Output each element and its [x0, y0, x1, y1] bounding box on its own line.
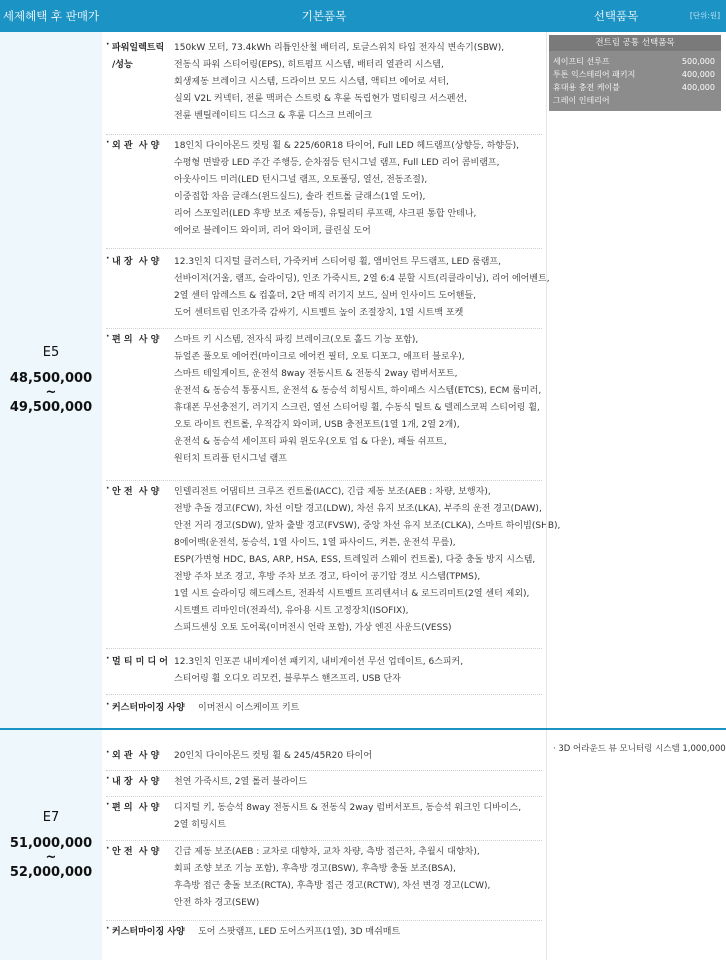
bullet-dot: · [106, 254, 110, 264]
spec-line: 18인치 다이아몬드 컷팅 휠 & 225/60R18 타이어, Full LED 헤드램프(상향등, 하향등), [174, 141, 520, 151]
option-name: 세이프티 선루프 [553, 57, 610, 66]
bullet-dot: · [106, 700, 110, 710]
spec-line: 도어 스팟램프, LED 도어스커프(1열), 3D 매쉬매트 [198, 927, 401, 937]
price-low: 48,500,000 [9, 370, 93, 386]
bullet-dot: · [106, 138, 110, 148]
category-exterior [102, 748, 546, 766]
spec-line: 도어 센터트림 인조가죽 감싸기, 시트벨트 높이 조절장치, 1열 시트백 포켓 [174, 308, 464, 318]
spec-line: 스티어링 휠 오디오 리모컨, 블루투스 핸즈프리, USB 단자 [174, 674, 401, 684]
option-items-e5 [546, 32, 726, 728]
spec-line: 천연 가죽시트, 2열 롤러 블라이드 [174, 777, 308, 787]
divider [106, 920, 542, 921]
bullet-dot: · [106, 924, 110, 934]
bullet-dot: · [106, 40, 110, 50]
bullet-dot: · [106, 774, 110, 784]
basic-items-e5 [102, 32, 561, 728]
divider [106, 770, 542, 771]
category-label: 멀 티 미 디 어 [112, 657, 169, 667]
spec-line: 전방 추돌 경고(FCW), 차선 이탈 경고(LDW), 차선 유지 보조(LKA), 부주의 운전 경고(DAW), [174, 504, 542, 514]
table-header [0, 0, 726, 32]
spec-line: 스피드센싱 오토 도어록(이머전시 언락 포함), 가상 엔진 사운드(VESS) [174, 623, 452, 633]
category-multimedia [102, 654, 546, 690]
category-label: 외 관 사 양 [112, 751, 160, 761]
spec-line: 이머전시 이스케이프 키트 [198, 703, 300, 713]
trim-name: E7 [42, 809, 60, 825]
category-convenience [102, 800, 546, 836]
divider [106, 648, 542, 649]
spec-line: 8에어백(운전석, 동승석, 1열 사이드, 1열 파사이드, 커튼, 운전석 무릎), [174, 538, 456, 548]
header-option-column: 선택품목 [593, 9, 639, 23]
bullet-dot: · [106, 800, 110, 810]
spec-line: 2열 히팅시트 [174, 820, 227, 830]
spec-line: 긴급 제동 보조(AEB : 교차로 대향차, 교차 차량, 측방 접근차, 추월시 대향차), [174, 847, 480, 857]
price-cell-e7 [0, 730, 102, 960]
spec-line: 아웃사이드 미러(LED 턴시그널 램프, 오토폴딩, 열선, 전동조절), [174, 175, 428, 185]
category-label: 커스터마이징 사양 [112, 927, 185, 937]
spec-line: ESP(가변형 HDC, BAS, ARP, HSA, ESS, 트레일러 스웨이 컨트롤), 다중 충돌 방지 시스템, [174, 555, 536, 565]
spec-line: 12.3인치 디지털 클러스터, 가죽커버 스티어링 휠, 앰비언트 무드램프, LED 룸램프, [174, 257, 501, 267]
bullet-dot: · [106, 844, 110, 854]
category-label: 내 장 사 양 [112, 777, 160, 787]
trim-row-e5 [0, 32, 726, 728]
category-label: 외 관 사 양 [112, 141, 160, 151]
price-low: 51,000,000 [9, 835, 93, 851]
option-name: 휴대용 충전 케이블 [553, 83, 620, 92]
spec-line: 스마트 테일게이트, 운전석 8way 전동시트 & 전동식 2way 럼버서포트, [174, 369, 458, 379]
option-item [549, 68, 721, 81]
header-basic-column: 기본품목 [301, 9, 347, 23]
divider [106, 480, 542, 481]
category-interior [102, 254, 550, 324]
spec-line: 1열 시트 슬라이딩 헤드레스트, 전좌석 시트벨트 프리텐셔너 & 로드리미트(2열 센터 제외), [174, 589, 530, 599]
spec-line: 오토 라이트 컨트롤, 우적감지 와이퍼, USB 충전포트(1열 1개, 2열 2개), [174, 420, 460, 430]
bullet-dot: · [106, 654, 110, 664]
divider [106, 328, 542, 329]
spec-line: 20인치 다이아몬드 컷팅 휠 & 245/45R20 타이어 [174, 751, 373, 761]
spec-line: 선바이저(거울, 램프, 슬라이딩), 인조 가죽시트, 2열 6:4 분할 시트(리클라이닝), 리어 에어벤트, [174, 274, 550, 284]
bullet-dot: · [106, 332, 110, 342]
category-label: 내 장 사 양 [112, 257, 160, 267]
bullet-dot: · [106, 484, 110, 494]
option-item-around-view: · 3D 어라운드 뷰 모니터링 시스템 1,000,000 [553, 744, 726, 754]
spec-line: 회피 조향 보조 기능 포함), 후측방 경고(BSW), 후측방 충돌 보조(BSA), [174, 864, 456, 874]
spec-line: 에어로 블레이드 와이퍼, 리어 와이퍼, 클린실 도어 [174, 226, 371, 236]
option-price: 400,000 [681, 83, 715, 92]
spec-line: 운전석 & 동승석 세이프티 파워 윈도우(오토 업 & 다운), 패들 쉬프트, [174, 437, 447, 447]
price-range-tilde: ~ [45, 384, 57, 400]
spec-line: 시트벨트 리마인더(전좌석), 유아용 시트 고정장치(ISOFIX), [174, 606, 409, 616]
spec-line: 디지털 키, 동승석 8way 전동시트 & 전동식 2way 럼버서포트, 동승석 워크인 디바이스, [174, 803, 522, 813]
category-label: 편 의 사 양 [112, 335, 160, 345]
spec-line: 회생제동 브레이크 시스템, 드라이브 모드 시스템, 액티브 에어로 셔터, [174, 77, 449, 87]
divider [106, 694, 542, 695]
spec-line: 12.3인치 인포콘 내비게이션 패키지, 내비게이션 무선 업데이트, 6스피커, [174, 657, 464, 667]
category-customizing [102, 924, 546, 942]
category-interior [102, 774, 546, 792]
option-price: 400,000 [681, 70, 715, 79]
category-customizing [102, 700, 546, 718]
spec-line: 전륜 벤틸레이티드 디스크 & 후륜 디스크 브레이크 [174, 111, 373, 121]
spec-line: 후측방 접근 충돌 보조(RCTA), 후측방 접근 경고(RCTW), 차선 변경 경고(LCW), [174, 881, 491, 891]
option-item [549, 81, 721, 94]
option-item [549, 94, 721, 107]
category-powertrain [102, 40, 546, 130]
price-range-tilde: ~ [45, 849, 57, 865]
basic-items-e7 [102, 730, 546, 960]
spec-line: 수평형 면발광 LED 주간 주행등, 순차점등 턴시그널 램프, Full LED 리어 콤비램프, [174, 158, 500, 168]
spec-line: 리어 스포일러(LED 후방 보조 제동등), 유틸리티 루프랙, 샤크핀 통합 안테나, [174, 209, 477, 219]
category-label: 파워일렉트릭 /성능 [112, 43, 165, 70]
divider [106, 840, 542, 841]
trim-row-e7 [0, 728, 726, 960]
header-unit-note: [단위:원] [689, 11, 720, 20]
spec-line: 인텔리전트 어댑티브 크루즈 컨트롤(IACC), 긴급 제동 보조(AEB : 차량, 보행자), [174, 487, 491, 497]
spec-line: 전방 주차 보조 경고, 후방 주차 보조 경고, 타이어 공기압 경보 시스템(TPMS), [174, 572, 481, 582]
spec-line: 안전 거리 경고(SDW), 앞차 출발 경고(FVSW), 중앙 차선 유지 보조(CLKA), 스마트 하이빔(SHB), [174, 521, 561, 531]
category-convenience [102, 332, 546, 470]
options-box-title: 전트림 공통 선택품목 [549, 35, 721, 51]
common-options-box [549, 35, 721, 111]
spec-line: 2열 센터 암레스트 & 컵홀더, 2단 매직 러기지 보드, 실버 인사이드 도어핸들, [174, 291, 476, 301]
price-high: 49,500,000 [9, 399, 93, 415]
option-items-e7 [546, 730, 726, 960]
category-exterior [102, 138, 546, 244]
spec-line: 운전석 & 동승석 통풍시트, 운전석 & 동승석 히팅시트, 하이패스 시스템(ETCS), ECM 룸미러, [174, 386, 542, 396]
option-name: 그레이 인테리어 [553, 96, 610, 105]
divider [106, 248, 542, 249]
spec-line: 전동식 파워 스티어링(EPS), 히트펌프 시스템, 배터리 열관리 시스템, [174, 60, 444, 70]
category-label: 안 전 사 양 [112, 847, 160, 857]
spec-line: 듀얼존 풀오토 에어컨(마이크로 에어컨 필터, 오토 디포그, 애프터 블로우), [174, 352, 465, 362]
divider [106, 796, 542, 797]
price-high: 52,000,000 [9, 864, 93, 880]
category-safety [102, 484, 561, 640]
category-label: 안 전 사 양 [112, 487, 160, 497]
category-label: 편 의 사 양 [112, 803, 160, 813]
header-price-column: 세제혜택 후 판매가 [2, 9, 100, 23]
category-label: 커스터마이징 사양 [112, 703, 185, 713]
spec-line: 안전 하차 경고(SEW) [174, 898, 260, 908]
price-cell-e5 [0, 32, 102, 728]
divider [106, 134, 542, 135]
spec-line: 실외 V2L 커넥터, 전륜 맥퍼슨 스트럿 & 후륜 독립현가 멀티링크 서스펜션, [174, 94, 467, 104]
option-item [549, 55, 721, 68]
bullet-dot: · [106, 748, 110, 758]
category-safety [102, 844, 546, 914]
trim-name: E5 [42, 344, 60, 360]
spec-line: 150kW 모터, 73.4kWh 리튬인산철 배터리, 토글스위치 타입 전자식 변속기(SBW), [174, 43, 505, 53]
option-price: 500,000 [681, 57, 715, 66]
spec-line: 휴대폰 무선충전기, 러기지 스크린, 열선 스티어링 휠, 수동식 틸트 & 텔레스코픽 스티어링 휠, [174, 403, 540, 413]
spec-line: 원터치 트리플 턴시그널 램프 [174, 454, 287, 464]
spec-line: 이중접합 차음 글래스(윈드실드), 솔라 컨트롤 글래스(1열 도어), [174, 192, 426, 202]
option-name: 투톤 익스테리어 패키지 [553, 70, 636, 79]
spec-line: 스마트 키 시스템, 전자식 파킹 브레이크(오토 홀드 기능 포함), [174, 335, 419, 345]
